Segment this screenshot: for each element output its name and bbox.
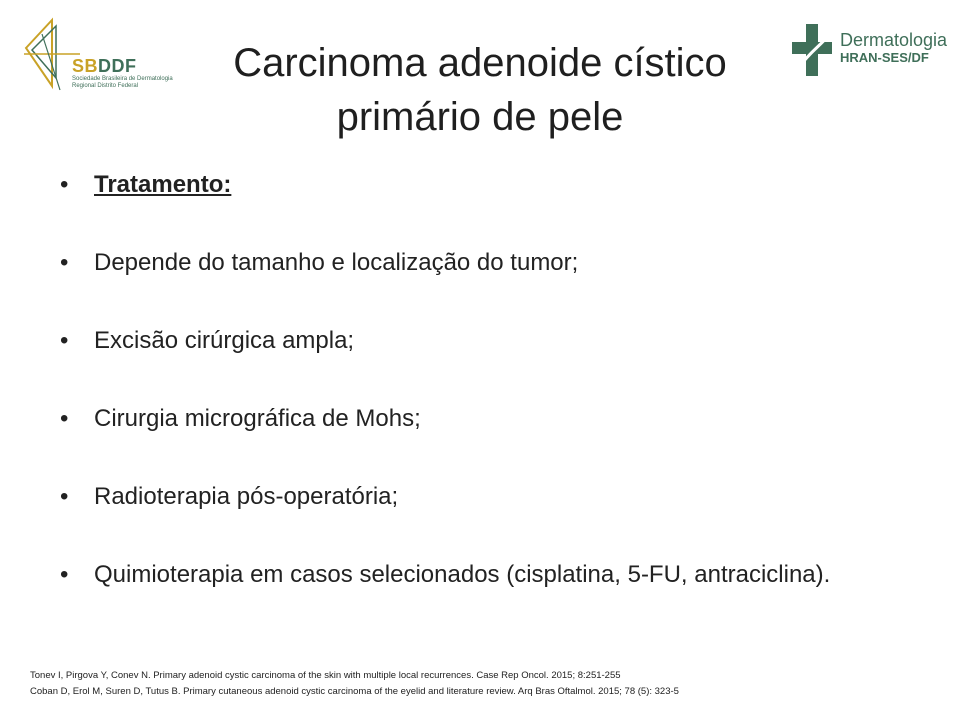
- bullet-item: [60, 326, 880, 356]
- title-line-2: primário de pele: [336, 95, 624, 139]
- bullet-text: Radioterapia pós-operatória;: [94, 483, 399, 510]
- bullet-item: [60, 404, 880, 434]
- title-line-1: Carcinoma adenoide cístico: [233, 41, 727, 85]
- bullet-text: Depende do tamanho e localização do tumor;: [94, 249, 579, 276]
- dermatologia-hran-logo: [790, 22, 950, 78]
- content-bullet-list: [60, 170, 880, 638]
- dermatologia-label: Dermatologia: [840, 30, 948, 50]
- bullet-item: [60, 560, 880, 590]
- bullet-text: Quimioterapia em casos selecionados (cisplatina, 5-FU, antraciclina).: [94, 561, 831, 588]
- references: [30, 668, 679, 700]
- bullet-item: [60, 248, 880, 278]
- slide-title: [150, 36, 810, 144]
- bullet-item: [60, 482, 880, 512]
- sbddf-wordmark: SBDDF: [72, 56, 137, 76]
- bullet-text: Cirurgia micrográfica de Mohs;: [94, 405, 421, 432]
- bullet-text: Excisão cirúrgica ampla;: [94, 327, 355, 354]
- hran-label: HRAN-SES/DF: [840, 50, 929, 65]
- reference-item: Coban D, Erol M, Suren D, Tutus B. Primary cutaneous adenoid cystic carcinoma of the eyelid and literature review. Arq Bras Oftalmol. 2015; 78 (5): 323-5: [30, 686, 679, 697]
- bullet-item: [60, 170, 880, 200]
- reference-item: Tonev I, Pirgova Y, Conev N. Primary adenoid cystic carcinoma of the skin with multiple local recurrences. Case Rep Oncol. 2015; 8:251-255: [30, 670, 621, 681]
- sbddf-subtitle-2: Regional Distrito Federal: [72, 83, 139, 89]
- bullet-heading: Tratamento:: [94, 171, 232, 198]
- sbddf-subtitle-1: Sociedade Brasileira de Dermatologia: [72, 76, 173, 82]
